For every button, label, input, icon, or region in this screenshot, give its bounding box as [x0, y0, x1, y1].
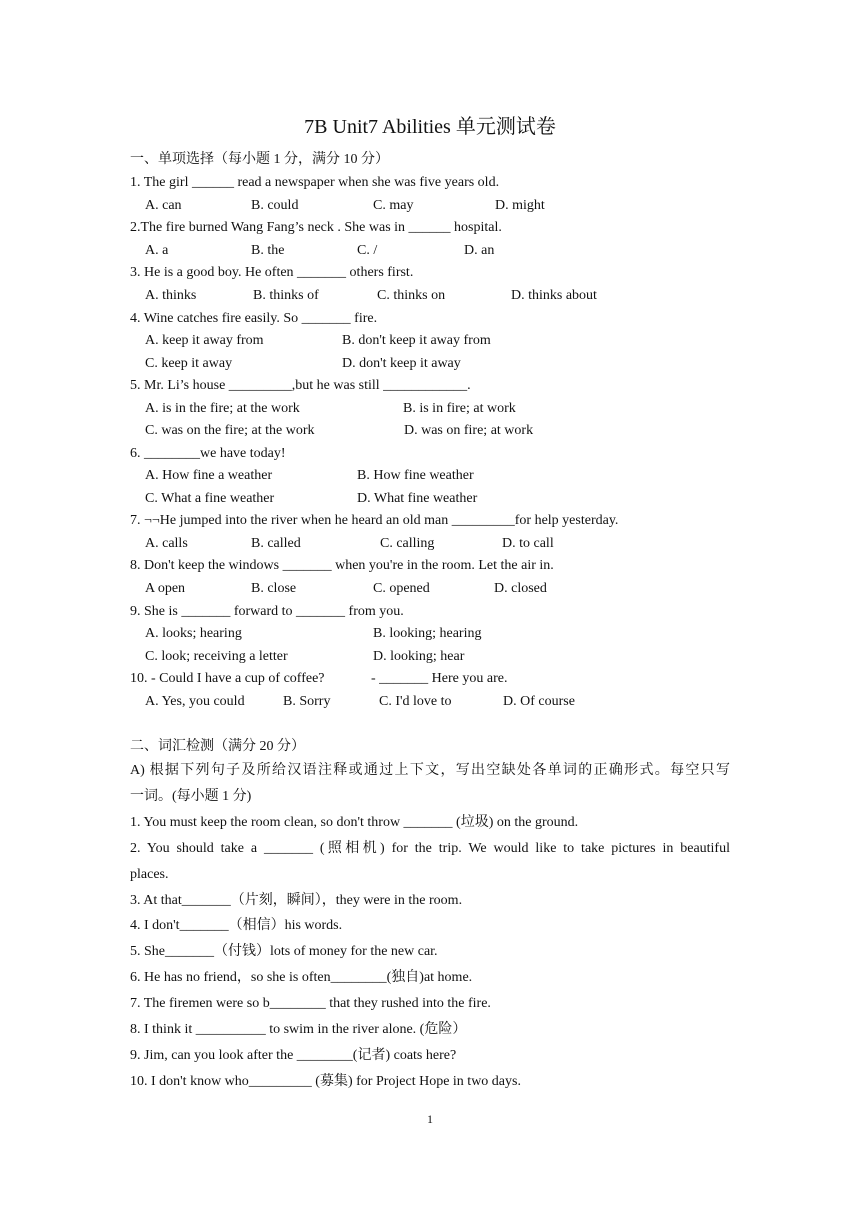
option-b: B. How fine weather	[357, 468, 474, 483]
option-b: B. called	[251, 536, 301, 551]
option-d: D. might	[495, 198, 545, 213]
option-a: A. is in the fire; at the work	[145, 401, 300, 416]
question-stem: 4. Wine catches fire easily. So _______ fire.	[130, 311, 378, 326]
option-c: C. calling	[380, 536, 435, 551]
question-stem: 3. He is a good boy. He often _______ others first.	[130, 265, 414, 280]
option-c: C. keep it away	[145, 356, 233, 371]
option-c: C. /	[357, 243, 378, 258]
question-stem: 2.The fire burned Wang Fang’s neck . She was in ______ hospital.	[130, 220, 502, 235]
vocab-item: 3. At that_______（片刻，瞬间），they were in the room.	[130, 893, 463, 908]
option-d: D. an	[464, 243, 495, 258]
option-d: D. Of course	[503, 694, 575, 709]
option-d: D. What fine weather	[357, 491, 478, 506]
question-stem: 8. Don't keep the windows _______ when you're in the room. Let the air in.	[130, 558, 554, 573]
option-b: B. could	[251, 198, 299, 213]
question-stem: 9. She is _______ forward to _______ from you.	[130, 604, 404, 619]
vocab-item: 4. I don't_______（相信）his words.	[130, 918, 343, 933]
page-title: 7B Unit7 Abilities 单元测试卷	[304, 116, 556, 138]
vocab-item: 10. I don't know who_________ (募集) for Project Hope in two days.	[130, 1074, 521, 1089]
question-stem-reply: - _______ Here you are.	[371, 671, 508, 686]
question-stem: 7. ¬¬He jumped into the river when he heard an old man _________for help yesterday.	[130, 513, 619, 528]
option-c: C. thinks on	[377, 288, 446, 303]
option-b: B. Sorry	[283, 694, 331, 709]
vocab-item: 7. The firemen were so b________ that they rushed into the fire.	[130, 996, 491, 1011]
option-b: B. the	[251, 243, 285, 258]
option-d: D. don't keep it away	[342, 356, 461, 371]
section1-heading: 一、单项选择（每小题 1 分，满分 10 分）	[130, 152, 389, 167]
option-b: B. is in fire; at work	[403, 401, 516, 416]
option-a: A. How fine a weather	[145, 468, 273, 483]
question-stem: 10. - Could I have a cup of coffee?	[130, 671, 325, 686]
option-d: D. closed	[494, 581, 547, 596]
vocab-item: 5. She_______（付钱）lots of money for the new car.	[130, 944, 438, 959]
vocab-item: 8. I think it __________ to swim in the river alone. (危险）	[130, 1022, 467, 1037]
vocab-item: 1. You must keep the room clean, so don't throw _______ (垃圾) on the ground.	[130, 815, 579, 830]
question-stem: 1. The girl ______ read a newspaper when she was five years old.	[130, 175, 500, 190]
option-a: A. calls	[145, 536, 188, 551]
option-d: D. looking; hear	[373, 649, 465, 664]
option-c: C. I'd love to	[379, 694, 452, 709]
option-b: B. looking; hearing	[373, 626, 482, 641]
option-a: A. a	[145, 243, 169, 258]
option-b: B. thinks of	[253, 288, 319, 303]
option-a: A. keep it away from	[145, 333, 264, 348]
option-d: D. thinks about	[511, 288, 597, 303]
vocab-item-cont: places.	[130, 867, 169, 882]
option-b: B. don't keep it away from	[342, 333, 491, 348]
question-stem: 5. Mr. Li’s house _________,but he was still ____________.	[130, 378, 471, 393]
option-c: C. was on the fire; at the work	[145, 423, 315, 438]
option-c: C. opened	[373, 581, 430, 596]
option-c: C. look; receiving a letter	[145, 649, 288, 664]
page-number: 1	[427, 1112, 433, 1126]
option-a: A. Yes, you could	[145, 694, 245, 709]
vocab-item: 9. Jim, can you look after the ________(记者) coats here?	[130, 1048, 457, 1063]
section2-heading: 二、词汇检测（满分 20 分）	[130, 739, 305, 754]
option-c: C. may	[373, 198, 414, 213]
vocab-item: 6. He has no friend，so she is often________(独自)at home.	[130, 970, 473, 985]
option-a: A open	[145, 581, 186, 596]
option-a: A. can	[145, 198, 182, 213]
option-d: D. was on fire; at work	[404, 423, 534, 438]
option-a: A. thinks	[145, 288, 197, 303]
option-c: C. What a fine weather	[145, 491, 275, 506]
option-a: A. looks; hearing	[145, 626, 242, 641]
section2-instructions: A) 根据下列句子及所给汉语注释或通过上下文，写出空缺处各单词的正确形式。每空只写	[130, 763, 730, 778]
option-b: B. close	[251, 581, 297, 596]
section2-instructions-cont: 一词。(每小题 1 分)	[130, 789, 252, 804]
question-stem: 6. ________we have today!	[130, 446, 286, 461]
vocab-item: 2. You should take a _______ (照相机) for the trip. We would like to take pictures in beautiful	[130, 841, 730, 856]
option-d: D. to call	[502, 536, 554, 551]
